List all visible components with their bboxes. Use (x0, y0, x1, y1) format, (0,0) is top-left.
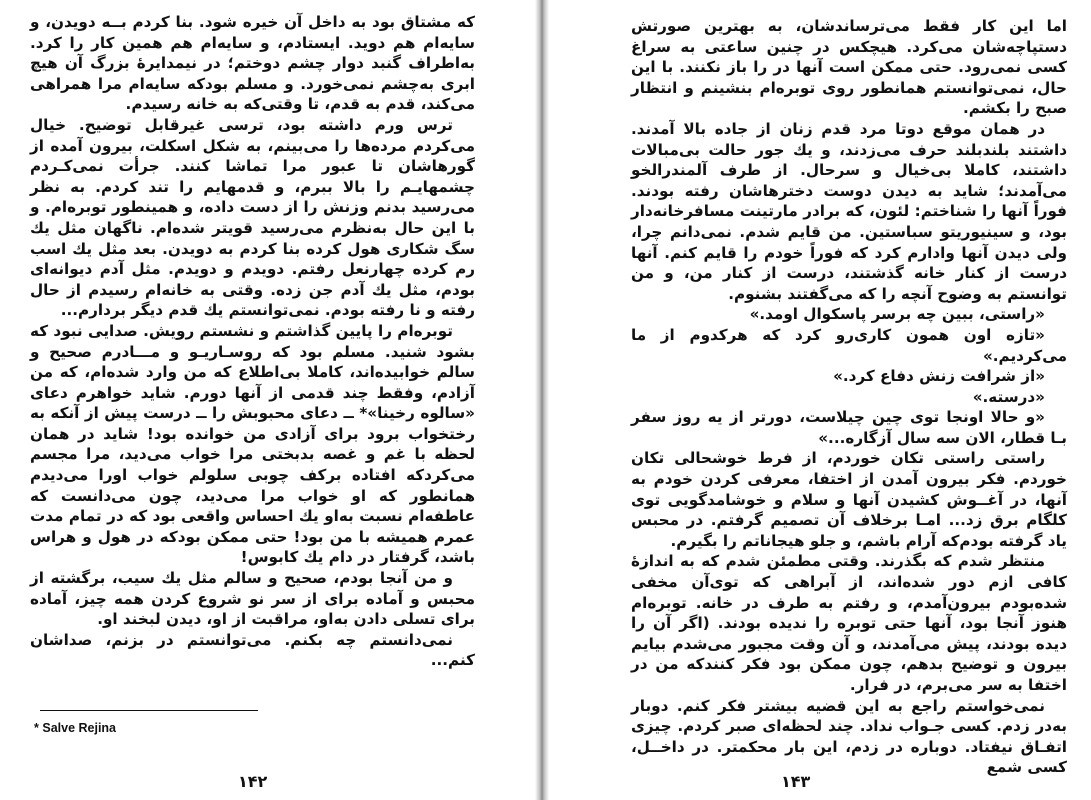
left-page-text (30, 12, 475, 671)
paragraph: اما این کار فقط می‌ترساندشان، به بهترین صورتش دستپاچه‌شان می‌کرد. هیچکس در چنین ساعتی به سراغ کسی نمی‌رود. حتی ممکن است آنها در را باز نکنند. با این حال، نمی‌توانستم همانطور روی توبره‌ام بنشینم و انتظار صبح را بکشم. (631, 17, 1067, 118)
paragraph: که مشتاق بود به داخل آن خیره شود. بنا کردم بــه دویدن، و سایه‌ام هم دوید. ایستادم، و سایه‌ام هم همین کار را کرد. به‌اطراف گنبد دوار چشم دوختم؛ در نیمدایرهٔ بزرگ آن هیچ ابری به‌چشم نمی‌خورد. و مسلم بودکه سایه‌ام مرا همراهی می‌کند، قدم به قدم، تا وقتی‌که به خانه رسیدم. (30, 13, 475, 114)
paragraph: ترس ورم داشته بود، ترسی غیرقابل توضیح. خیال می‌کردم مرده‌ها را می‌بینم، به شکل اسکلت، بیرون آمده از گورهاشان تا عبور مرا تماشا کنند. جرأت نمی‌کـردم چشمهایـم را بالا ببرم، و قدمهایم را تند کردم. به نظر می‌رسید بدنم وزنش را از دست داده، و همینطور توبره‌ام. و با این حال به‌نظرم می‌رسید قویتر شده‌ام. ناگهان مثل یك سگ شکاری هول کرده بنا کردم به دویدن. بعد مثل یك اسب رم کرده چهارنعل رفتم. دویدم و دویدم. مثل آدم دیوانه‌ای بودم، مثل یك آدم جن زده. وقتی به خانه‌ام رسیدم از حال رفته و نا رفته بودم. نمی‌توانستم یك قدم دیگر بردارم... (30, 115, 475, 320)
dialogue-line: «راستی، ببین چه برسر پاسکوال اومد.» (749, 305, 1045, 324)
footnote-text: Salve Rejina (42, 721, 117, 735)
right-page-text (631, 16, 1067, 778)
paragraph: منتظر شدم که بگذرند. وقتی مطمئن شدم که به اندازهٔ کافی ازم دور شده‌اند، از آبراهی که توی‌آن مخفی شده‌بودم بیرون‌آمدم، و رفتم به طرف در خانه. توبره‌ام هنوز آنجا بود، آنها حتی توبره را ندیده بودند. (اگر آن را دیده بودند، پیش می‌آمدند، و آن وقت مجبور می‌شدم بیایم بیرون و توضیح بدهم، چون ممکن بود فکر کنندکه من در اختفا به سر می‌برم، در فرار. (631, 552, 1067, 694)
dialogue-line: «از شرافت زنش دفاع کرد.» (833, 367, 1045, 386)
paragraph: نمی‌دانستم چه بکنم. می‌توانستم در بزنم، صداشان کنم... (30, 630, 475, 670)
dialogue-line: «درسته.» (972, 387, 1045, 406)
dialogue-line: «و حالا اونجا توی چین چیلاست، دورتر از یه روز سفر بـا قطار، الان سه سال آزگاره...» (631, 408, 1067, 447)
paragraph: توبره‌ام را پایین گذاشتم و نشستم رویش. صدایی نبود که بشود شنید. مسلم بود که روسـاریـو و مـــادرم صحیح و سالم خوابیده‌اند، کاملا بی‌اطلاع که من وارد شده‌ام، که من آزادم، وفقط چند قدمی از آنها دورم. شاید خواهرم دعای «سالوه رخینا»* ــ دعای محبوبش را ــ درست پیش از آنکه به رختخواب برود برای آزادی من خوانده بود! شاید در همان لحظه با غم و غصه بدبختی مرا خواب می‌دید، مرا مجسم می‌کردکه افتاده برکف چوبی سلولم خواب اورا می‌دیدم همانطور که او خواب مرا می‌دید، چون می‌دانست که عاطفه‌ام نسبت به‌او یك احساس واقعی بود که در تمام مدت عمرم همیشه با من بود! حتی ممکن بودکه در هول و هراس باشد، گرفتار در دام یك کابوس! (30, 321, 475, 567)
footnote-divider (40, 710, 258, 711)
paragraph: در همان موقع دوتا مرد قدم زنان از جاده بالا آمدند. داشتند بلندبلند حرف می‌زدند، و یك جور حالت بی‌مبالات داشتند، کاملا بی‌خیال و سرحال. از طرف آلمندرالخو می‌آمدند؛ شاید به دیدن دوست دخترهاشان رفته بودند. فوراً آنها را شناختم: لئون، که برادر مارتینت مسافرخانه‌دار بود، و سینیوریتو سباستین. من قایم شدم. نمی‌دانم چرا، ولی دیدن آنها وادارم کرد که فوراً خودم را قایم کنم. آنها درست از کنار خانه گذشتند، درست از کنار من، و من توانستم به وضوح آنچه را که می‌گفتند بشنوم. (631, 119, 1067, 303)
page-number: ۱۴۳ (781, 772, 811, 791)
book-gutter (535, 0, 549, 800)
right-page (549, 0, 1091, 800)
dialogue-line: «تازه اون همون کاری‌رو کرد که هرکدوم از ما می‌کردیم.» (631, 325, 1067, 365)
paragraph: نمی‌خواستم راجع به این قضیه بیشتر فکر کنم. دوبار به‌در زدم. کسی جـواب نداد. چند لحظه‌ای صبر کردم. چیزی اتفـاق نیفتاد. دوباره در زدم، این بار محکمتر. در داخــل، کسی شمع (631, 696, 1067, 777)
footnote-mark: * (34, 721, 39, 735)
paragraph: و من آنجا بودم، صحیح و سالم مثل یك سیب، برگشته از محبس و آماده برای از سر نو شروع کردن همه چیز، آماده برای تسلی دادن به‌او، مراقبت از او، دیدن لبخند او. (30, 569, 475, 629)
left-page (0, 0, 535, 800)
paragraph: راستی راستی تکان خوردم، از فرط خوشحالی تکان خوردم. فکر بیرون آمدن از اختفا، معرفی کردن خودم به آنها، در آغــوش کشیدن آنها و سلام و خوشامدگویی توی کلگام برق زد... امـا برخلاف آن تصمیم گرفتم. در محبس یاد گرفته بودم‌که آرام باشم، و جلو هیجاناتم را بگیرم. (631, 449, 1067, 550)
footnote (34, 721, 116, 735)
page-number: ۱۴۲ (238, 772, 268, 791)
